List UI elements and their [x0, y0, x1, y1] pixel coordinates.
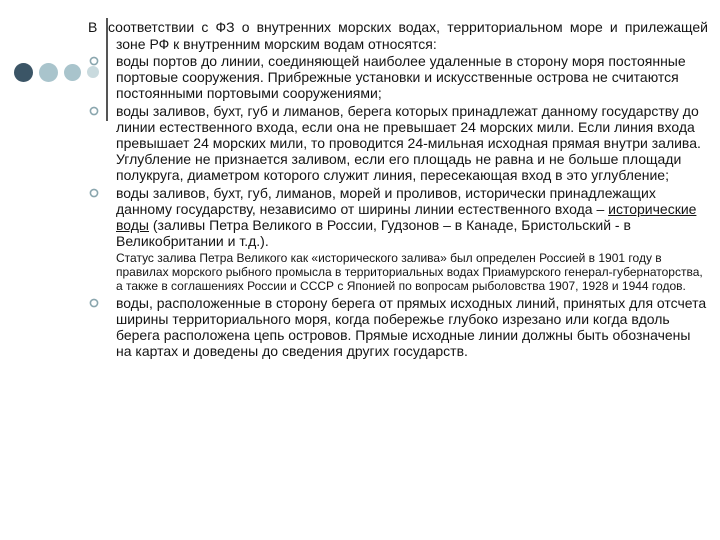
item-text-before: воды заливов, бухт, губ, лиманов, морей и проливов, исторически принадлежащих данному государству, независимо от ширины линии естественного входа –: [116, 185, 656, 217]
historical-waters-term: исторические воды: [116, 201, 697, 233]
intro-text: соответствии с ФЗ о внутренних морских водах, территориальном море и прилежащей зоне РФ к внутренним морским водам относятся:: [108, 19, 708, 52]
list-item: [88, 295, 708, 359]
ring-bullet-icon: [88, 55, 100, 67]
item-list: [88, 53, 708, 359]
item-text: воды заливов, бухт, губ и лиманов, берега которых принадлежат данному государству до линии естественного входа, если она не превышает 24 морских мили. Если линия входа превышает 24 морских мили, то проводится 24-мильная исходная прямая внутри залива. Углубление не признается заливом, если его площадь не равна и не больше площади полукруга, диаметром которого служит линия, пересекающая вход в это углубление;: [116, 103, 701, 183]
ring-bullet-icon: [88, 187, 100, 199]
item-text: воды портов до линии, соединяющей наиболее удаленные в сторону моря постоянные портовые сооружения. Прибрежные установки и искусственные острова не считаются постоянными портовыми сооружениями;: [116, 53, 686, 101]
dot-light: [39, 63, 58, 82]
intro-lead: В: [88, 19, 98, 35]
historical-note: Статус залива Петра Великого как «исторического залива» был определен Россией в 1901 году в правилах морского рыбного промысла в территориальных водах Приамурского генерал-губернаторства, а также в соглашениях России и СССР с Японией по вопросам рыболовства 1907, 1928 и 1944 годов.: [116, 251, 703, 293]
item-text-after: (заливы Петра Великого в России, Гудзонов – в Канаде, Бристольский - в Великобритании и т.д.).: [116, 217, 631, 249]
intro-paragraph: [88, 19, 708, 53]
ring-bullet-icon: [88, 297, 100, 309]
list-item: [88, 185, 708, 293]
list-item: [88, 103, 708, 183]
dot-dark: [14, 63, 33, 82]
ring-bullet-icon: [88, 105, 100, 117]
item-text: воды, расположенные в сторону берега от прямых исходных линий, принятых для отсчета ширины территориального моря, когда побережье глубоко изрезано или когда вдоль берега расположена цепь островов. Прямые исходные линии должны быть обозначены на картах и доведены до сведения других государств.: [116, 295, 707, 359]
slide-body: [88, 19, 708, 361]
dot-light-medium: [64, 64, 81, 81]
list-item: [88, 53, 708, 101]
